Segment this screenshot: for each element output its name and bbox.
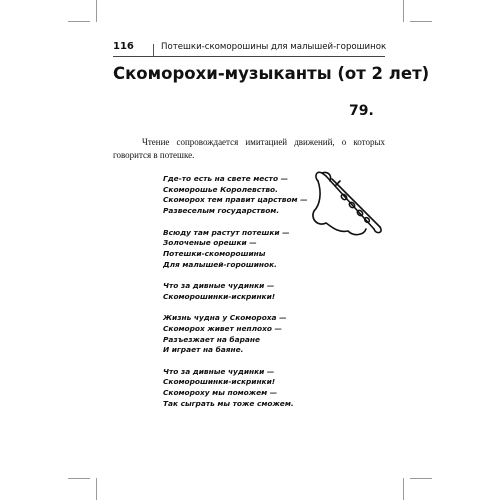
page-header	[113, 40, 385, 56]
page-number: 116	[113, 41, 134, 52]
running-title: Потешки-скоморошины для малышей-горошинок	[161, 42, 387, 52]
poem-line: Развеселым государством.	[163, 206, 280, 216]
crop-mark	[403, 478, 404, 500]
crop-mark	[410, 478, 432, 479]
poem-stanza	[163, 367, 308, 410]
poem-stanza	[163, 313, 308, 356]
crop-mark	[410, 21, 432, 22]
crop-mark	[403, 0, 404, 22]
header-rule	[113, 56, 385, 57]
intro-paragraph	[113, 136, 385, 161]
poem-line: Скоморошинки-искринки!	[163, 291, 276, 301]
poem-line: Скоморох тем правит царством —	[163, 195, 308, 205]
poem-line: Золоченые орешки —	[163, 238, 257, 248]
poem-line: Где-то есть на свете место —	[163, 174, 288, 183]
poem-line: Всюду там растут потешки —	[163, 227, 290, 237]
poem-line: Потешки-скоморошины	[163, 248, 266, 258]
pipe-icon	[308, 167, 384, 245]
poem	[163, 174, 308, 420]
poem-line: Скоморошье Королевство.	[163, 184, 278, 194]
crop-mark	[68, 478, 90, 479]
poem-line: Что за дивные чудинки —	[163, 281, 275, 290]
poem-line: Скоморошинки-искринки!	[163, 377, 276, 387]
poem-line: Так сыграть мы тоже сможем.	[163, 398, 294, 408]
poem-line: Разъезжает на баране	[163, 334, 260, 344]
header-divider	[153, 44, 154, 56]
item-number: 79.	[349, 103, 374, 119]
poem-line: И играет на баяне.	[163, 345, 244, 355]
intro-text: Чтение сопровождается имитацией движений, о которых говорится в потешке.	[113, 137, 385, 160]
poem-line: Жизнь чудна у Скомороха —	[163, 313, 287, 323]
poem-stanza	[163, 281, 308, 302]
crop-mark	[68, 21, 90, 22]
poem-stanza	[163, 228, 308, 271]
poem-stanza	[163, 174, 308, 217]
section-title: Скоморохи-музыканты (от 2 лет)	[113, 64, 430, 83]
poem-line: Что за дивные чудинки —	[163, 366, 275, 376]
poem-line: Скомороху мы поможем —	[163, 388, 278, 397]
poem-line: Для малышей-горошинок.	[163, 259, 277, 269]
crop-mark	[96, 0, 97, 22]
crop-mark	[96, 478, 97, 500]
poem-line: Скоморох живет неплохо —	[163, 323, 282, 333]
